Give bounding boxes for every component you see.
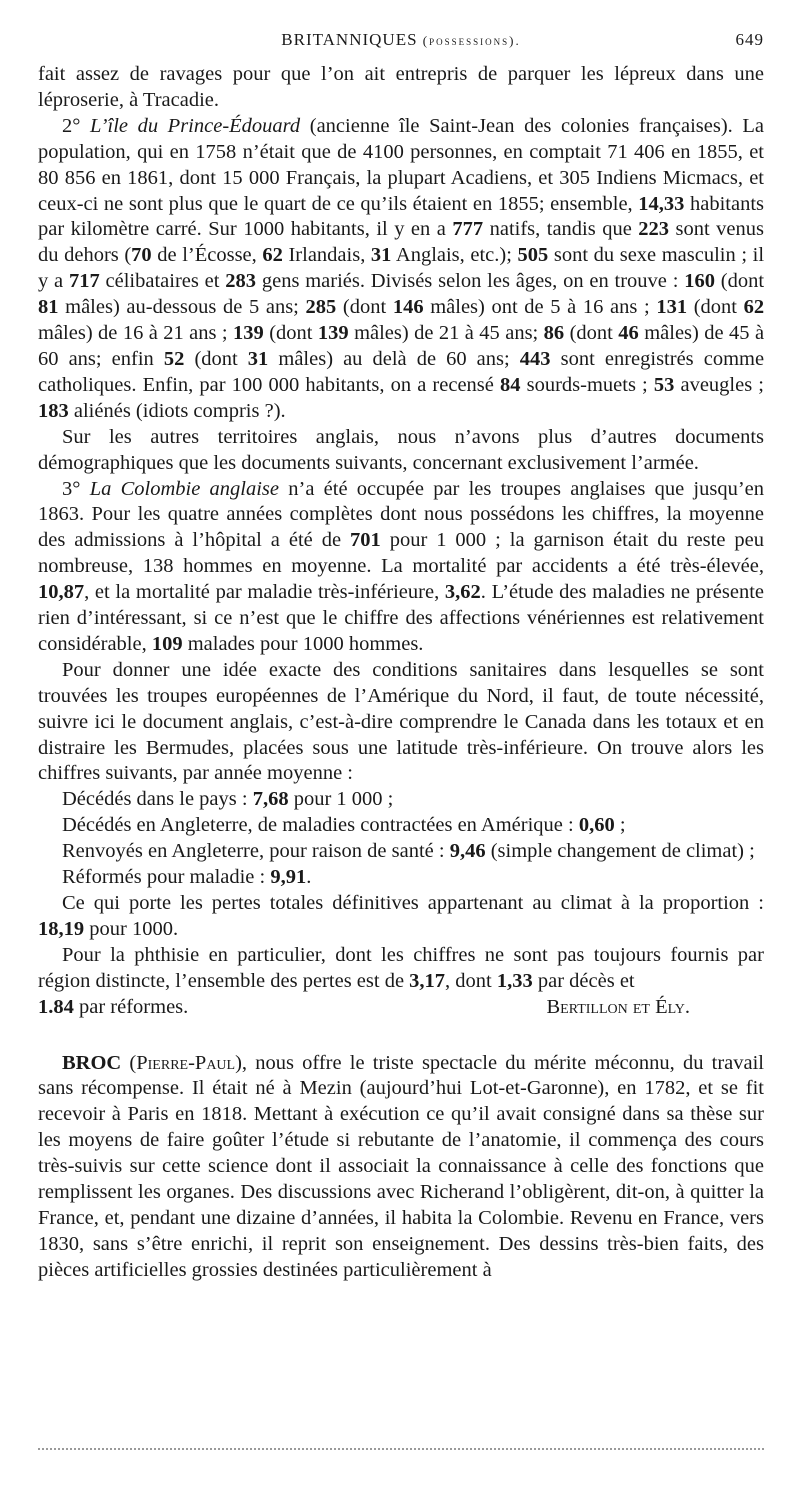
text-span: mâles) au delà de 60 ans; [278, 347, 510, 370]
section-number: 3° [62, 477, 81, 500]
text-span: (ancienne île Saint-Jean des colonies françaises). La population, qui en 1758 n’était que de 4100 personnes, en comptait 71 406 en 1855, et 80 856 en 1861, dont 15 000 Français, la plupart Acadiens, et 305 Indiens Micmacs, et ceux-ci ne sont plus que le quart de ce qu’ils étaient en 1855; ensemble, [38, 114, 765, 215]
text-span: par décès et [537, 969, 635, 992]
paragraph-other-territories: Sur les autres territoires anglais, nous n’avons plus d’autres documents démographiques que les documents suivants, concernant exclusivement l’armée. [38, 425, 764, 474]
running-title-paren: (possessions). [422, 33, 521, 48]
figure: 10,87 [38, 581, 85, 604]
paragraph-broc [38, 1051, 764, 1284]
figure: 109 [151, 632, 183, 655]
text-span: mâles) de 45 à 60 ans; enfin [38, 322, 765, 370]
figure: 0,60 [578, 814, 615, 837]
text-span: Renvoyés en Angleterre, pour raison de santé : [62, 840, 445, 863]
footer-dotted-rule [38, 1448, 764, 1450]
stat-line [38, 839, 764, 865]
section-number: 2° [62, 114, 81, 137]
paragraph-prince-edouard [38, 114, 764, 425]
paragraph-phthisie [38, 943, 764, 995]
text-span: aveugles ; [680, 373, 764, 396]
figure: 52 [163, 347, 185, 370]
figure: 146 [392, 296, 424, 319]
text-span: pour 1000. [89, 917, 179, 940]
body-text [38, 62, 764, 1284]
running-title [38, 30, 764, 50]
running-title-main: BRITANNIQUES [281, 30, 418, 49]
figure: 3,17 [409, 969, 446, 992]
text-span: pour 1 000 ; [293, 788, 394, 811]
figure: 285 [305, 296, 337, 319]
section-title: La Colombie anglaise [89, 477, 280, 500]
paragraph-colombie [38, 477, 764, 658]
figure: 62 [743, 296, 765, 319]
entry-name: BROC [62, 1051, 122, 1074]
text-span: (simple changement de climat) ; [490, 840, 755, 863]
text-span: sont enregistrés comme catholiques. Enfin, par 100 000 habitants, on a recensé [38, 347, 765, 396]
text-span: Décédés dans le pays : [62, 788, 248, 811]
figure: 14,33 [638, 192, 685, 215]
figure: 283 [225, 270, 257, 293]
text-span: ; [619, 814, 626, 837]
figure: 9,46 [449, 840, 486, 863]
figure: 46 [618, 322, 639, 345]
text-span: (dont [269, 322, 313, 345]
stat-line [38, 813, 764, 839]
page-number: 649 [735, 30, 764, 49]
figure: 139 [233, 322, 264, 345]
text-span: (dont [693, 296, 737, 319]
text-span: natifs, tandis que [489, 218, 632, 241]
text-span: malades pour 1000 hommes. [187, 632, 424, 655]
text-span: (dont [569, 322, 613, 345]
figure: 86 [543, 322, 565, 345]
running-header [38, 30, 764, 58]
figure: 62 [262, 244, 283, 267]
figure: 7,68 [252, 788, 289, 811]
text-span: mâles) de 16 à 21 ans ; [38, 322, 228, 345]
text-span: sourds-muets ; [526, 373, 648, 396]
text-span: mâles) de 21 à 45 ans; [354, 322, 539, 345]
figure: 777 [452, 218, 484, 241]
text-span: (dont [720, 270, 765, 293]
paragraph-conditions: Pour donner une idée exacte des conditions sanitaires dans lesquelles se sont trouvées les troupes européennes de l’Amérique du Nord, il faut, de toute nécessité, suivre ici le document anglais, c’est-à-dire comprendre le Canada dans les totaux et en distraire les Bermudes, placées sous une latitude très-inférieure. On trouve alors les chiffres suivants, par année moyenne : [38, 658, 764, 785]
figure: 3,62 [444, 581, 481, 604]
text-span: célibataires et [105, 270, 220, 293]
stat-line [38, 865, 764, 891]
figure: 443 [519, 347, 551, 370]
section-gap [38, 1021, 764, 1051]
text-span: . [306, 866, 312, 889]
text-span: Irlandais, [288, 244, 366, 267]
figure: 18,19 [38, 917, 85, 940]
figure: 31 [370, 244, 392, 267]
text-span: par réformes. [79, 995, 189, 1018]
figure: 505 [517, 244, 549, 267]
text-span: mâles) au-dessous de 5 ans; [65, 296, 299, 319]
figure: 9,91 [270, 866, 307, 889]
signature-line [38, 995, 764, 1021]
text-span: , et la mortalité par maladie très-inférieure, [84, 581, 440, 604]
text-span: , nous offre le triste spectacle du mérite méconnu, du travail sans récompense. Il était né à Mezin (aujourd’hui Lot-et-Garonne), en 1782, et se fit recevoir à Paris en 1818. Mettant à exécution ce qu’il avait consigné dans sa thèse sur les moyens de faire goûter l’étude si rebutante de l’anatomie, il commença des cours très-suivis sur cette science dont il associait la connaissance à celle des fonctions que remplissent les organes. Des discussions avec Richerand l’obligèrent, dit-on, à quitter la France, et, pendant une dizaine d’années, il habita la Colombie. Revenu en France, vers 1830, sans s’être enrichi, il reprit son enseignement. Des dessins très-bien faits, des pièces artificielles grossies destinées particulièrement à [38, 1051, 764, 1281]
figure: 131 [656, 296, 688, 319]
text-span: pour 1 000 ; la garnison était du reste peu nombreuse, 138 hommes en moyenne. La mortalité par accidents a été très-élevée, [38, 529, 765, 578]
figure: 160 [684, 270, 715, 293]
text-span: de l’Écosse, [157, 244, 257, 267]
text-span: , dont [445, 969, 492, 992]
figure: 81 [38, 296, 59, 319]
text-span: (dont [194, 347, 238, 370]
figure: 31 [247, 347, 269, 370]
paragraph-continuation: fait assez de ravages pour que l’on ait entrepris de parquer les lépreux dans une léproserie, à Tracadie. [38, 63, 764, 111]
text-span: . L’étude des maladies ne présente rien d’intéressant, si ce n’est que le chiffre des affections vénériennes est relativement considérable, [38, 581, 765, 655]
text-span: gens mariés. Divisés selon les âges, on en trouve : [261, 270, 679, 293]
author-signature: Bertillon et Ély. [546, 995, 690, 1018]
figure: 1,33 [496, 969, 533, 992]
text-span: Ce qui porte les pertes totales définitives appartenant au climat à la proportion : [62, 892, 764, 914]
entry-given-name: (Pierre-Paul) [129, 1051, 242, 1074]
figure: 1.84 [38, 995, 74, 1018]
figure: 139 [317, 322, 349, 345]
figure: 223 [638, 218, 670, 241]
text-span: Anglais, etc.); [395, 244, 512, 267]
text-span: aliénés (idiots compris ?). [73, 399, 286, 422]
figure: 70 [131, 244, 152, 267]
text-span: Décédés en Angleterre, de maladies contractées en Amérique : [62, 814, 574, 837]
text-span: habitants par kilomètre carré. Sur 1000 habitants, il y en a [38, 192, 764, 241]
text-span: Réformés pour maladie : [62, 866, 266, 889]
text-span: sont venus du dehors ( [38, 218, 764, 267]
text-span: sont du sexe masculin ; il y a [38, 244, 765, 293]
figure: 183 [38, 399, 69, 422]
section-title: L’île du Prince-Édouard [90, 114, 301, 137]
stat-line [38, 787, 764, 813]
figure: 53 [653, 373, 675, 396]
figure: 717 [68, 270, 100, 293]
text-span: (dont [342, 296, 387, 319]
figure: 84 [500, 373, 521, 396]
text-span: mâles) ont de 5 à 16 ans ; [430, 296, 650, 319]
text-span: n’a été occupée par les troupes anglaises que jusqu’en 1863. Pour les quatre années complètes dont nous possédons les chiffres, la moyenne des admissions à l’hôpital a été de [38, 477, 765, 552]
text-span: Pour la phthisie en particulier, dont les chiffres ne sont pas toujours fournis par région distincte, l’ensemble des pertes est de [38, 943, 764, 992]
figure: 701 [350, 529, 381, 552]
paragraph-total-losses [38, 891, 764, 943]
